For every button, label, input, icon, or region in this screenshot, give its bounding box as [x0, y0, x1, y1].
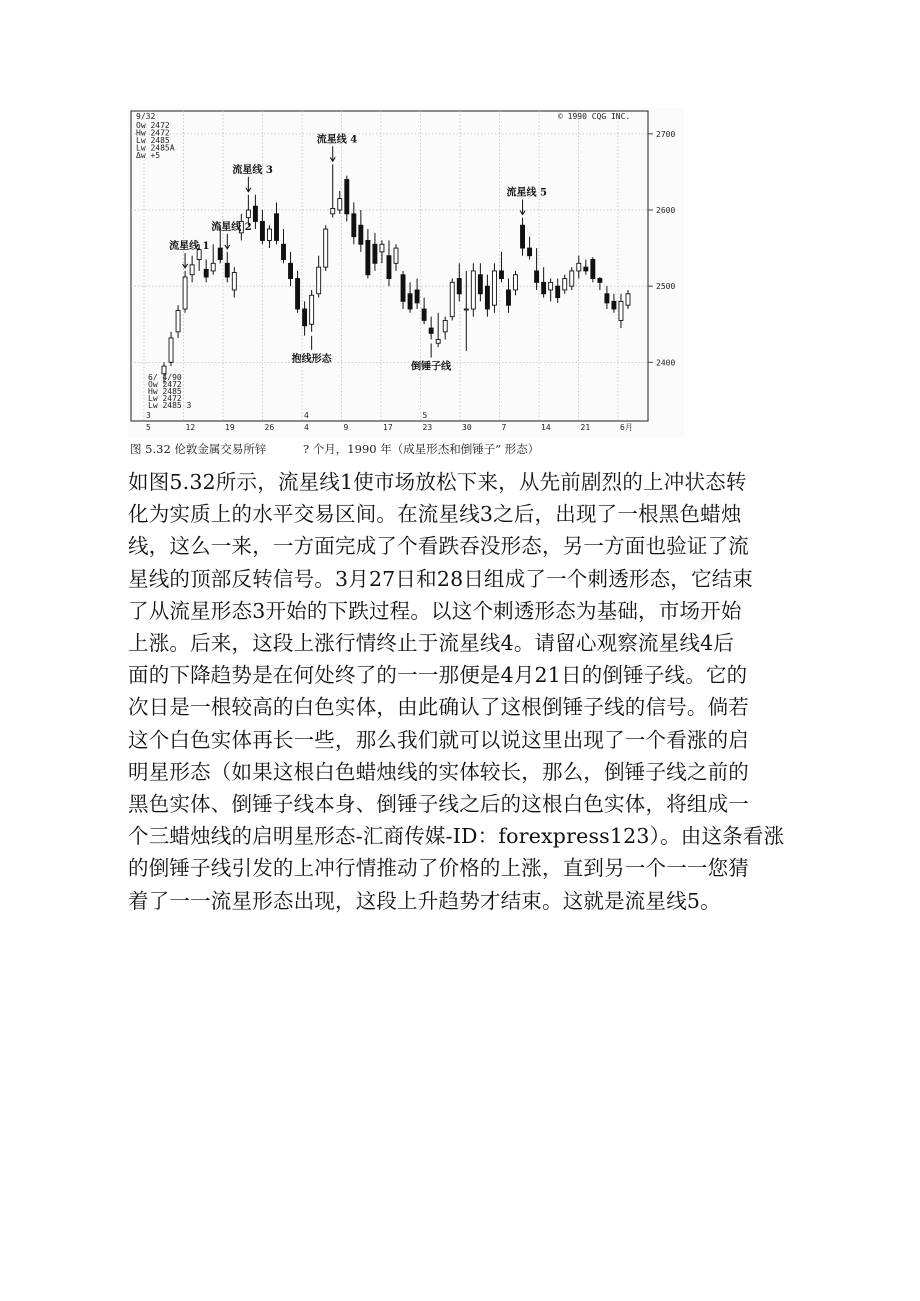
annotation-label: 倒锤子线	[411, 361, 452, 373]
candle-body-white	[619, 301, 623, 320]
candle-body-black	[387, 256, 391, 279]
ohlc-line: Lw 2485	[136, 136, 170, 145]
candle-body-black	[506, 290, 510, 305]
footer-ohlc-line: Hw 2485	[148, 387, 182, 396]
candle-body-white	[450, 282, 454, 316]
caption-right: ? 个月，1990 年（成星形杰和倒锤子” 形态）	[302, 442, 540, 456]
footer-ohlc-line: Ow 2472	[148, 380, 182, 389]
candlestick-chart-figure	[128, 108, 684, 438]
candle-body-white	[563, 279, 567, 290]
candle-body-black	[598, 279, 602, 283]
x-tick-label: 4	[304, 423, 309, 432]
x-tick-label: 17	[383, 423, 393, 432]
paragraph-line: 黑色实体、倒锤子线本身、倒锤子线之后的这根白色实体，将组成一	[128, 792, 749, 817]
candle-body-black	[478, 275, 482, 294]
paragraph-line: 线，这么一来，一方面完成了个看跌吞没形态，另一方面也验证了流	[128, 534, 749, 559]
candle-body-black	[303, 309, 307, 326]
x-tick-label: 6月	[620, 423, 633, 432]
candle-body-black	[429, 328, 433, 333]
paragraph-line: 化为实质上的水平交易区间。在流星线3之后，出现了一根黑色蜡烛	[128, 502, 742, 527]
candle-body-black	[521, 225, 525, 248]
candle-body-white	[267, 229, 271, 240]
paragraph-line: 面的下降趋势是在何处终了的一一那便是4月21日的倒锤子线。它的	[128, 663, 748, 688]
x-tick-label: 9	[343, 423, 349, 432]
candle-body-black	[282, 244, 286, 259]
candle-body-black	[415, 290, 419, 303]
candle-body-white	[211, 263, 215, 271]
candle-body-black	[253, 206, 257, 221]
paragraph-line: 上涨。后来，这段上涨行情终止于流星线4。请留心观察流星线4后	[128, 631, 735, 656]
candle-body-white	[570, 271, 574, 286]
candle-body-white	[246, 210, 250, 218]
candle-body-white	[492, 271, 496, 305]
candle-body-black	[218, 248, 222, 259]
paragraph-line: 的倒锤子线引发的上冲行情推动了价格的上涨，直到另一个一一您猜	[128, 856, 749, 881]
paragraph-line: 星线的顶部反转信号。3月27日和28日组成了一个刺透形态，它结束	[128, 566, 754, 591]
body-paragraph	[128, 466, 788, 917]
x-tick-label: 26	[264, 423, 275, 432]
month-mark: 5	[422, 411, 428, 420]
candle-body-black	[612, 301, 616, 309]
candle-body-white	[317, 267, 321, 294]
candle-body-black	[366, 240, 370, 274]
candle-body-black	[274, 214, 278, 241]
candle-body-white	[324, 229, 328, 267]
annotation-label: 流星线 1	[169, 240, 210, 252]
figure-caption	[130, 441, 539, 457]
candle-body-white	[436, 339, 440, 343]
ohlc-line: Lw 2485A	[136, 143, 175, 153]
caption-left: 图 5.32 伦敦金属交易所锌	[130, 442, 267, 456]
annotation-label: 流星线 3	[232, 164, 273, 176]
candle-body-black	[408, 294, 412, 309]
y-tick-label: 2400	[656, 358, 676, 368]
candle-body-white	[443, 320, 447, 331]
candle-body-black	[584, 267, 588, 271]
x-tick-label: 7	[501, 423, 507, 432]
candle-body-white	[232, 272, 236, 290]
x-tick-label: 19	[225, 423, 235, 432]
annotation-label: 流星线 5	[506, 187, 547, 199]
candle-body-black	[296, 279, 300, 309]
candle-body-white	[380, 244, 384, 252]
ohlc-line: Hw 2472	[136, 128, 170, 138]
candle-body-black	[289, 263, 293, 278]
annotation-label: 抱线形态	[291, 353, 332, 365]
paragraph-line: 次日是一根较高的白色实体，由此确认了这根倒锤子线的信号。倘若	[128, 695, 749, 720]
candle-body-black	[556, 286, 560, 297]
candle-body-black	[542, 282, 546, 293]
candle-body-black	[528, 248, 532, 256]
y-tick-label: 2500	[656, 282, 676, 292]
candle-body-black	[591, 260, 595, 279]
candle-body-black	[457, 279, 461, 294]
candle-body-white	[514, 275, 518, 290]
candle-body-black	[605, 294, 609, 303]
candle-body-white	[338, 199, 342, 210]
candle-body-black	[401, 275, 405, 302]
candle-body-black	[535, 271, 539, 282]
annotation-label: 流星线 4	[316, 134, 358, 146]
chart-header-right: © 1990 CQG INC.	[558, 112, 631, 121]
annotation-label: 流星线 2	[211, 221, 252, 233]
paragraph-line: 如图5.32所示，流星线1使市场放松下来，从先前剧烈的上冲状态转	[128, 470, 747, 494]
month-mark: 4	[304, 411, 309, 420]
paragraph-line: 着了一一流星形态出现，这段上升趋势才结束。这就是流星线5。	[128, 888, 721, 913]
paragraph-line: 了从流星形态3开始的下跌过程。以这个刺透形态为基础，市场开始	[128, 598, 742, 623]
y-tick-label: 2700	[656, 129, 676, 139]
x-tick-label: 12	[185, 423, 196, 432]
candle-body-white	[464, 309, 468, 310]
candle-body-white	[169, 338, 173, 362]
candle-body-white	[471, 271, 475, 309]
footer-ohlc-line: 6/ 4/90	[148, 373, 182, 382]
paragraph-line: 这个白色实体再长一些，那么我们就可以说这里出现了一个看涨的启	[128, 727, 749, 752]
candle-body-black	[485, 286, 489, 309]
candle-body-white	[190, 265, 194, 275]
candle-body-white	[310, 295, 314, 324]
candle-body-white	[183, 277, 187, 309]
candle-body-white	[577, 263, 581, 271]
y-tick-label: 2600	[656, 206, 676, 215]
candle-body-black	[359, 225, 363, 244]
candle-body-white	[331, 208, 335, 213]
candle-body-white	[394, 248, 398, 263]
chart-header-left: 9/32	[136, 112, 156, 121]
paragraph-line: 明星形态（如果这根白色蜡烛线的实体较长，那么，倒锤子线之前的	[128, 759, 749, 784]
footer-ohlc-line: Lw 2472	[148, 394, 182, 403]
ohlc-line: Δw +5	[136, 151, 161, 160]
candle-body-black	[422, 309, 426, 320]
x-tick-label: 30	[462, 423, 472, 432]
candle-body-white	[549, 282, 553, 290]
candle-body-black	[352, 214, 356, 237]
candle-body-black	[225, 263, 229, 277]
footer-ohlc-line: Lw 2485 3	[148, 401, 192, 410]
x-tick-label: 23	[422, 423, 433, 432]
candle-body-black	[373, 244, 377, 263]
candle-body-white	[626, 294, 630, 305]
paragraph-line: 个三蜡烛线的启明星形态-汇商传媒-ID：forexpress123）。由这条看涨	[128, 824, 785, 849]
candle-body-black	[499, 271, 503, 279]
candle-body-black	[204, 269, 208, 277]
candle-body-black	[260, 221, 264, 240]
x-tick-label: 5	[146, 423, 151, 432]
x-tick-label: 21	[580, 423, 591, 432]
x-tick-label: 14	[541, 423, 551, 432]
ohlc-line: Ow 2472	[136, 121, 170, 130]
candle-body-black	[345, 180, 349, 214]
candle-body-white	[176, 311, 180, 332]
month-mark: 3	[146, 411, 151, 420]
